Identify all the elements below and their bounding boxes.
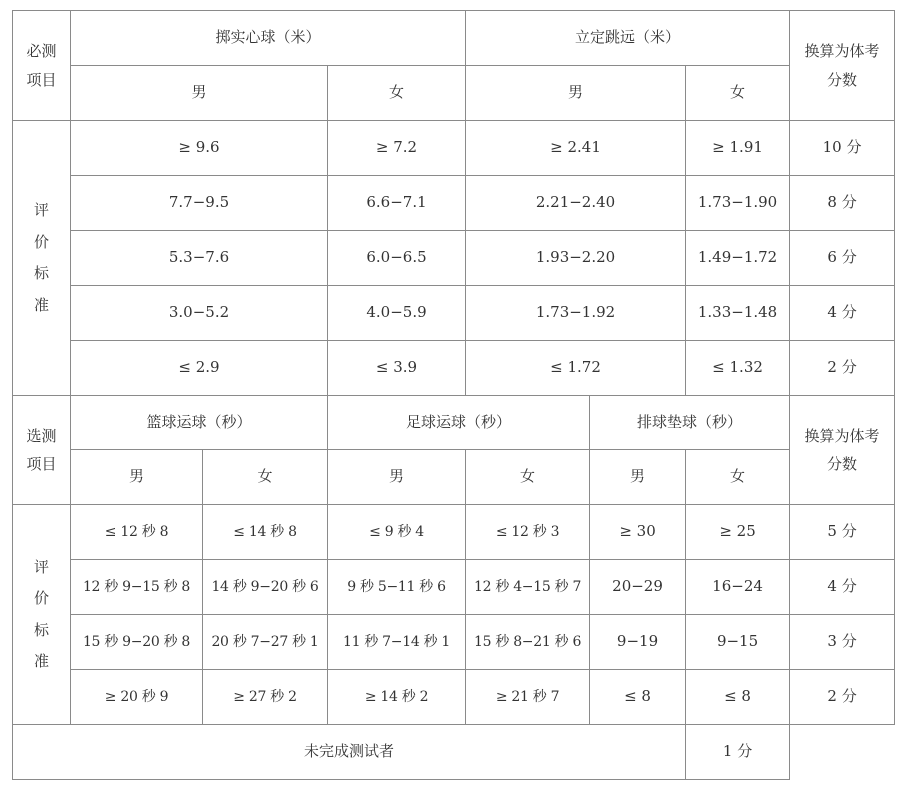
table-row [13, 615, 895, 670]
table-cell: 7.7−9.5 [71, 176, 328, 231]
table-cell: 20 秒 7−27 秒 1 [203, 615, 328, 670]
table-cell: ≤ 12 秒 3 [466, 505, 590, 560]
table-cell: ≥ 20 秒 9 [71, 670, 203, 725]
table-cell: ≥ 1.91 [686, 121, 790, 176]
score-cell: 6 分 [790, 231, 895, 286]
gender-header: 女 [203, 450, 328, 505]
table-cell: ≤ 12 秒 8 [71, 505, 203, 560]
table-cell: 6.6−7.1 [328, 176, 466, 231]
gender-header: 男 [590, 450, 686, 505]
table-cell: ≤ 8 [686, 670, 790, 725]
score-cell: 4 分 [790, 560, 895, 615]
optional-group-header-volleyball: 排球垫球（秒） [590, 396, 790, 450]
gender-header: 女 [328, 66, 466, 121]
required-eval-label: 评 价 标 准 [13, 121, 71, 396]
score-cell: 5 分 [790, 505, 895, 560]
table-cell: 9−15 [686, 615, 790, 670]
table-cell: 12 秒 4−15 秒 7 [466, 560, 590, 615]
table-cell: 2.21−2.40 [466, 176, 686, 231]
score-cell: 2 分 [790, 670, 895, 725]
table-row [13, 505, 895, 560]
table-cell: 5.3−7.6 [71, 231, 328, 286]
gender-header: 男 [466, 66, 686, 121]
incomplete-score: 1 分 [686, 725, 790, 780]
table-cell: 20−29 [590, 560, 686, 615]
table-cell: 11 秒 7−14 秒 1 [328, 615, 466, 670]
gender-header: 男 [71, 450, 203, 505]
table-cell: 12 秒 9−15 秒 8 [71, 560, 203, 615]
table-cell: ≤ 2.9 [71, 341, 328, 396]
table-row [13, 341, 895, 396]
table-cell: 3.0−5.2 [71, 286, 328, 341]
table-cell: 1.49−1.72 [686, 231, 790, 286]
table-cell: ≥ 30 [590, 505, 686, 560]
table-cell: 1.73−1.92 [466, 286, 686, 341]
table-cell: ≤ 9 秒 4 [328, 505, 466, 560]
table-cell: 4.0−5.9 [328, 286, 466, 341]
required-group-header-shotput: 掷实心球（米） [71, 11, 466, 66]
required-group-header-longjump: 立定跳远（米） [466, 11, 790, 66]
table-cell: ≥ 7.2 [328, 121, 466, 176]
table-cell: 9 秒 5−11 秒 6 [328, 560, 466, 615]
score-cell: 2 分 [790, 341, 895, 396]
required-score-header: 换算为体考分数 [790, 11, 895, 121]
optional-group-header-football: 足球运球（秒） [328, 396, 590, 450]
optional-eval-label: 评 价 标 准 [13, 505, 71, 725]
table-row [13, 725, 895, 780]
table-row [13, 286, 895, 341]
table-cell: 6.0−6.5 [328, 231, 466, 286]
table-cell: ≤ 1.72 [466, 341, 686, 396]
table-row [13, 231, 895, 286]
table-cell: ≤ 3.9 [328, 341, 466, 396]
table-row [13, 121, 895, 176]
fitness-score-table [12, 10, 895, 780]
table-cell: ≥ 25 [686, 505, 790, 560]
score-cell: 10 分 [790, 121, 895, 176]
incomplete-label: 未完成测试者 [13, 725, 686, 780]
table-cell: 1.73−1.90 [686, 176, 790, 231]
score-cell: 4 分 [790, 286, 895, 341]
gender-header: 男 [328, 450, 466, 505]
optional-score-header: 换算为体考分数 [790, 396, 895, 505]
table-row [13, 670, 895, 725]
gender-header: 女 [686, 450, 790, 505]
table-cell: 9−19 [590, 615, 686, 670]
table-row [13, 560, 895, 615]
table-cell: 1.93−2.20 [466, 231, 686, 286]
score-cell: 3 分 [790, 615, 895, 670]
optional-group-header-basketball: 篮球运球（秒） [71, 396, 328, 450]
table-cell: ≥ 27 秒 2 [203, 670, 328, 725]
table-cell: 15 秒 8−21 秒 6 [466, 615, 590, 670]
table-cell: 14 秒 9−20 秒 6 [203, 560, 328, 615]
gender-header: 女 [686, 66, 790, 121]
table-cell: 16−24 [686, 560, 790, 615]
table-cell: ≤ 1.32 [686, 341, 790, 396]
table-cell: ≤ 14 秒 8 [203, 505, 328, 560]
table-row [13, 176, 895, 231]
table-cell: ≥ 14 秒 2 [328, 670, 466, 725]
optional-section-label: 选测项目 [13, 396, 71, 505]
table-cell: 1.33−1.48 [686, 286, 790, 341]
score-cell: 8 分 [790, 176, 895, 231]
table-cell: ≥ 2.41 [466, 121, 686, 176]
table-cell: ≥ 21 秒 7 [466, 670, 590, 725]
gender-header: 男 [71, 66, 328, 121]
gender-header: 女 [466, 450, 590, 505]
table-cell: ≤ 8 [590, 670, 686, 725]
table-cell: 15 秒 9−20 秒 8 [71, 615, 203, 670]
table-cell: ≥ 9.6 [71, 121, 328, 176]
required-section-label: 必测项目 [13, 11, 71, 121]
